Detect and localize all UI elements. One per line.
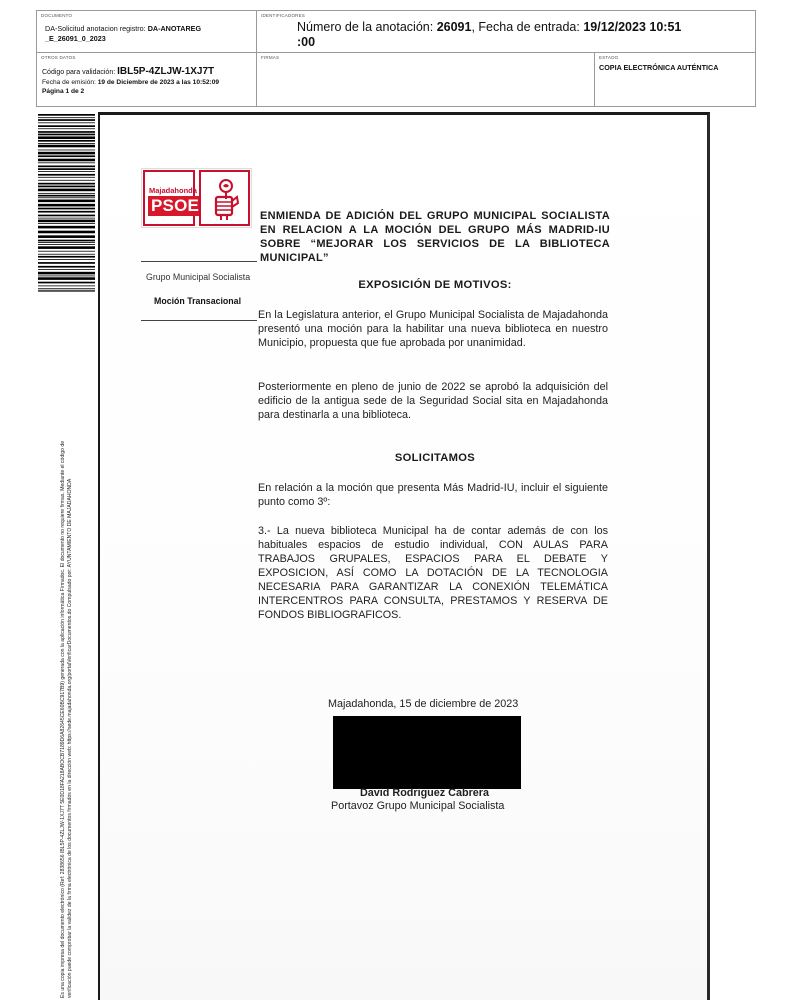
estado-label: ESTADO xyxy=(599,55,619,60)
signatory-role: Portavoz Grupo Municipal Socialista xyxy=(331,800,505,812)
barcode-bar xyxy=(38,208,95,210)
paragraph-legislatura: En la Legislatura anterior, el Grupo Municipal Socialista de Majadahonda presentó una moción para la habilitar una nueva biblioteca en nuestro Municipio, propuesta que fue aprobada por unanimidad. xyxy=(258,309,608,349)
barcode-bar xyxy=(38,272,95,275)
barcode-bar xyxy=(38,122,95,123)
barcode-bar xyxy=(38,200,95,203)
barcode-bar xyxy=(38,246,95,249)
barcode-bar xyxy=(38,150,95,151)
barcode-bar xyxy=(38,177,95,178)
barcode-bar xyxy=(38,231,95,234)
barcode-bar xyxy=(38,223,95,224)
signature-place-date: Majadahonda, 15 de diciembre de 2023 xyxy=(328,698,519,710)
barcode-bar xyxy=(38,288,95,289)
validation-code-line xyxy=(42,66,214,77)
psoe-logo-wordmark xyxy=(143,170,200,226)
barcode-bar xyxy=(38,269,95,270)
barcode-bar xyxy=(38,240,95,242)
document-title: ENMIENDA DE ADICIÓN DEL GRUPO MUNICIPAL SOCIALISTA EN RELACION A LA MOCIÓN DEL GRUPO MÁS MADRID-IU SOBRE “MEJORAR LOS SERVICIOS DE LA BIBLIOTECA MUNICIPAL” xyxy=(260,210,610,264)
barcode-bar xyxy=(38,204,95,207)
verification-side-text xyxy=(60,316,74,998)
barcode-bar xyxy=(38,197,95,198)
barcode-bar xyxy=(38,256,95,258)
page-counter: Página 1 de 2 xyxy=(42,88,85,95)
emission-date: 19 de Diciembre de 2023 a las 10:52:09 xyxy=(97,79,220,86)
left-divider-top xyxy=(141,261,257,262)
motion-type-label: Moción Transacional xyxy=(154,296,242,306)
documento-code: DA-ANOTAREG xyxy=(147,24,202,33)
barcode-bar xyxy=(38,220,95,223)
barcode-bar xyxy=(38,211,95,213)
logo-town-name: Majadahonda xyxy=(149,186,197,195)
barcode-bar xyxy=(38,128,95,129)
estado-cell xyxy=(595,53,755,106)
barcode-bar xyxy=(38,285,95,286)
barcode-bar xyxy=(38,259,95,260)
barcode-bar xyxy=(38,291,95,292)
barcode-bar xyxy=(38,174,95,176)
identificadores-label: IDENTIFICADORES xyxy=(261,13,306,18)
redacted-signature xyxy=(333,716,521,789)
barcode-bar xyxy=(38,251,95,252)
left-divider-bottom xyxy=(141,320,257,321)
barcode-bar xyxy=(38,266,95,268)
logo-party-name: PSOE xyxy=(148,196,202,216)
entry-date-label: , Fecha de entrada: xyxy=(471,20,580,34)
entry-date: 19/12/2023 10:51 xyxy=(583,20,682,34)
estado-value: COPIA ELECTRÓNICA AUTÉNTICA xyxy=(599,63,719,72)
signatory-name: David Rodriguez Cabrera xyxy=(360,787,489,799)
barcode-bar xyxy=(38,117,95,118)
verification-line-2: verificación puede comprobar la validez de la firma electrónica de los documentos firmados en la dirección web: https://sede.majadahonda.org/portalVerificarDocumentos.do Compulsado por: AYUNTAMIENTO DE MAJADAHONDA xyxy=(67,478,73,998)
barcode-bar xyxy=(38,136,95,139)
barcode-graphic xyxy=(38,114,95,292)
firmas-cell xyxy=(257,53,595,106)
barcode-bar xyxy=(38,155,95,157)
barcode-bar xyxy=(38,165,95,167)
barcode-bar xyxy=(38,235,95,238)
barcode-bar xyxy=(38,186,95,188)
documento-value xyxy=(45,24,201,43)
barcode-bar xyxy=(38,125,95,127)
document-header-table xyxy=(36,10,756,107)
identificadores-cell xyxy=(257,11,755,53)
entry-date-tail: :00 xyxy=(297,35,316,49)
entry-number-label: Número de la anotación: xyxy=(297,20,434,34)
barcode-bar xyxy=(38,244,95,245)
barcode-bar xyxy=(38,134,95,136)
barcode-bar xyxy=(38,193,95,194)
barcode-bar xyxy=(38,180,95,181)
validation-code-label: Código para validación: xyxy=(42,69,116,76)
validation-code: IBL5P-4ZLJW-1XJ7T xyxy=(117,66,215,77)
group-label: Grupo Municipal Socialista xyxy=(146,272,251,282)
barcode-bar xyxy=(38,162,95,163)
barcode-bar xyxy=(38,226,95,229)
documento-label: DOCUMENTO xyxy=(41,13,73,18)
paragraph-punto-3: 3.- La nueva biblioteca Municipal ha de contar además de con los habituales espacios de estudio individual, CON AULAS PARA TRABAJOS GRUPALES, ESPACIOS PARA EL DEBATE Y EXPOSICION, ASÍ COMO LA DOTACIÓN DE LA TECNOLOGIA NECESARIA PARA GARANTIZAR LA CONEXIÓN TELEMÁTICA INTERCENTROS PARA CONSULTA, PRESTAMOS Y RESERVA DE FONDOS BIBLIOGRAFICOS. xyxy=(258,525,608,621)
barcode-bar xyxy=(38,282,95,284)
section-heading-solicitamos: SOLICITAMOS xyxy=(394,452,476,464)
fist-and-rose-icon xyxy=(199,170,250,226)
emission-date-line xyxy=(42,79,219,86)
scanned-document-page xyxy=(98,112,710,1000)
barcode-bar xyxy=(38,159,95,162)
otros-datos-label: OTROS DATOS xyxy=(41,55,76,60)
documento-code-suffix: _E_26091_0_2023 xyxy=(45,33,106,43)
barcode-bar xyxy=(38,183,95,185)
barcode-bar xyxy=(38,276,95,277)
barcode-bar xyxy=(38,119,95,121)
barcode-bar xyxy=(38,195,95,197)
verification-line-1: Es una copia impresa del documento electrónico (Ref: 2838656 IBL5P-4ZLJW-1XJ7T 5E0D18FA218ABOCB7189D6A82645CE60BC917B9) generada con la aplicación informática Firmadoc. El documento no requiere firmas. Mediante el código de xyxy=(60,440,66,998)
barcode-bar xyxy=(38,145,95,148)
barcode-bar xyxy=(38,152,95,155)
paragraph-relacion-mocion: En relación a la moción que presenta Más Madrid-IU, incluir el siguiente punto como 3º: xyxy=(258,482,608,508)
entry-identifier xyxy=(297,20,707,50)
barcode-bar xyxy=(38,277,95,280)
emission-date-label: Fecha de emisión: xyxy=(42,79,96,86)
barcode-bar xyxy=(38,254,95,255)
barcode-bar xyxy=(38,114,95,116)
barcode-bar xyxy=(38,215,95,217)
barcode-bar xyxy=(38,262,95,264)
barcode-bar xyxy=(38,168,95,170)
barcode-bar xyxy=(38,189,95,192)
entry-number: 26091 xyxy=(436,20,472,34)
section-heading-motivos: EXPOSICIÓN DE MOTIVOS: xyxy=(358,279,512,291)
barcode-bar xyxy=(38,140,95,142)
barcode-bar xyxy=(38,143,95,144)
barcode-bar xyxy=(38,218,95,219)
barcode-bar xyxy=(38,171,95,172)
firmas-label: FIRMAS xyxy=(261,55,280,60)
barcode-bar xyxy=(38,131,95,133)
barcode-bar xyxy=(38,242,95,243)
paragraph-adquisicion: Posteriormente en pleno de junio de 2022 se aprobó la adquisición del edificio de la antigua sede de la Seguridad Social sita en Majadahonda para destinarla a una biblioteca. xyxy=(258,381,608,421)
psoe-logo xyxy=(141,168,252,228)
otros-datos-cell xyxy=(37,53,257,106)
documento-description: DA-Solicitud anotacion registro: xyxy=(45,24,146,33)
documento-cell xyxy=(37,11,257,53)
barcode-bar xyxy=(38,290,95,291)
